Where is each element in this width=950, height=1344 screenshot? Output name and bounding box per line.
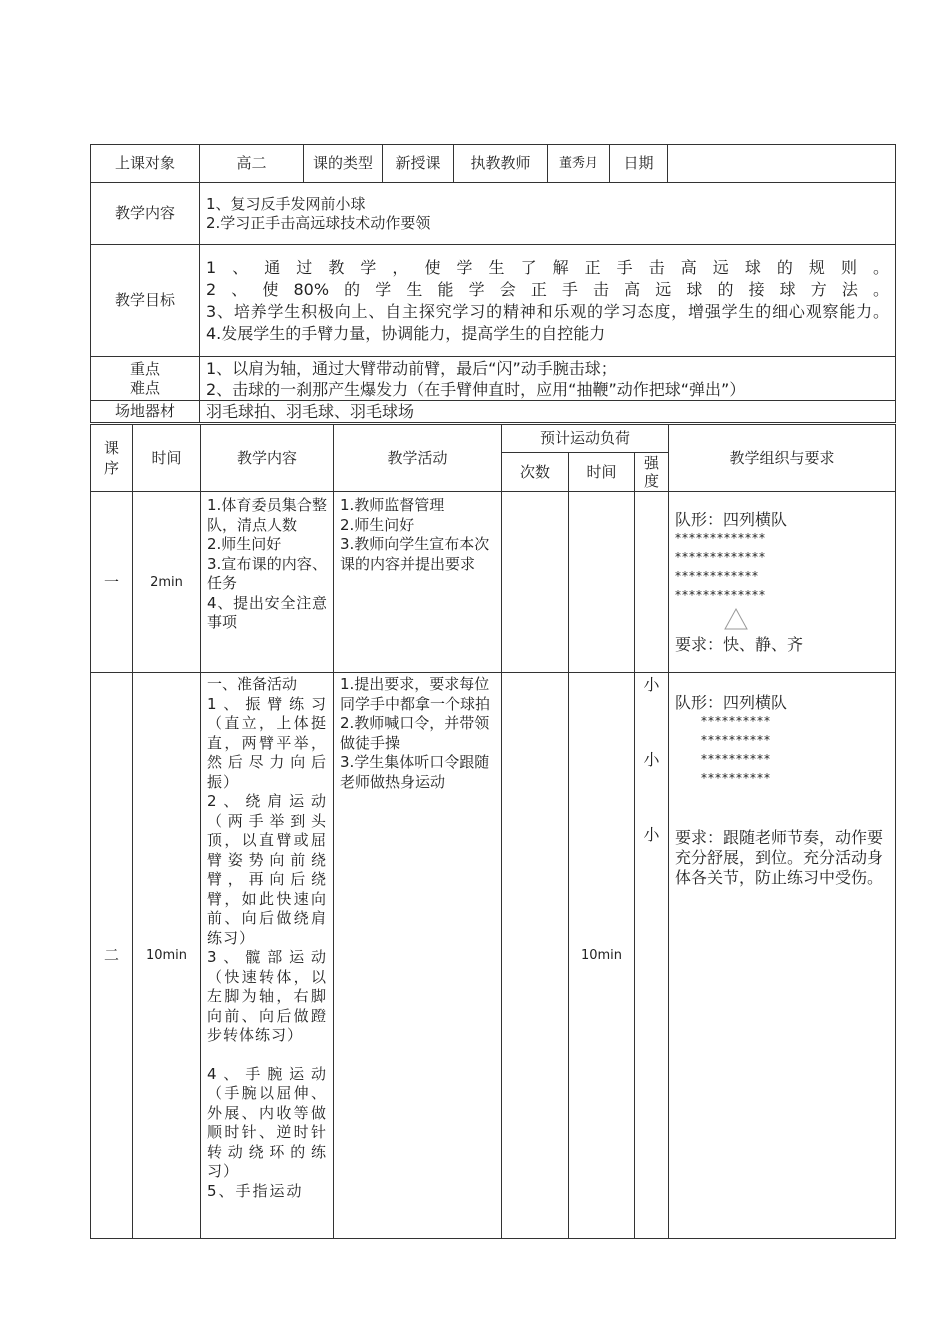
row1-activity [334,492,502,673]
goal-line: 1、通过教学，使学生了解正手击高远球的规则。 [206,257,889,277]
row2-requirement: 要求：跟随老师节奏，动作要充分舒展，到位。充分活动身体各关节，防止练习中受伤。 [675,828,884,887]
row2-star-line: ********** [701,771,772,785]
label-date: 日期 [610,145,668,183]
row2-content [201,673,334,1239]
col-activity: 教学活动 [334,425,502,492]
goals-lines [200,245,896,357]
row2-activity-item: 2.教师喊口令，并带领做徒手操 [340,714,490,752]
label-content: 教学内容 [91,183,200,245]
col-content: 教学内容 [201,425,334,492]
row1-time: 2min [133,492,201,673]
row2-content-item: 1、振臂练习（直立，上体挺直，两臂平举，然后尽力向后振） [207,694,327,791]
col-count: 次数 [502,453,569,492]
teacher-triangle-icon [723,607,749,631]
label-goals: 教学目标 [91,245,200,357]
row1-intensity [635,492,669,673]
lesson-process-table [90,424,896,1239]
target-value: 高二 [200,145,304,183]
row2-formation: 队形：四列横队 [675,693,788,712]
row1-activity-item: 2.师生问好 [340,515,415,534]
row1-count [502,492,569,673]
row2-intensity-item: 小 [643,750,660,769]
row2-content-item: 3、髋部运动（快速转体，以左脚为轴，右脚向前、向后做蹬步转体练习） [207,948,327,1044]
row1-content-item: 1.体育委员集合整队，清点人数 [207,496,327,534]
row1-load-time [569,492,635,673]
teacher-value: 董秀月 [548,145,610,183]
row2-intensity-item: 小 [643,675,660,694]
content-line: 2.学习正手击高远球技术动作要领 [206,213,431,232]
row2-content-item: 4、手腕运动（手腕以屈伸、外展、内收等做顺时针、逆时针转动绕环的练习） [207,1064,327,1180]
content-line: 1、复习反手发网前小球 [206,194,366,213]
row1-content-item: 4、提出安全注意事项 [207,593,327,631]
col-organization: 教学组织与要求 [669,425,896,492]
row1-formation: 队形：四列横队 [675,510,788,529]
row1-star-line: ************* [675,588,767,602]
goal-line: 3、培养学生积极向上、自主探究学习的精神和乐观的学习态度，增强学生的细心观察能力。 [206,301,889,321]
row2-activity-item: 3.学生集体听口令跟随老师做热身运动 [340,753,490,791]
row1-star-line: ************* [675,550,767,564]
row1-activity-item: 1.教师监督管理 [340,496,445,514]
row2-star-line: ********** [701,752,772,766]
goal-line: 4.发展学生的手臂力量，协调能力，提高学生的自控能力 [206,323,606,343]
spacer [675,788,889,828]
row2-stars [675,712,889,788]
row2-intensity-item: 小 [643,825,660,844]
keypoints-lines [200,357,896,401]
row2-intensity [635,673,669,1239]
col-order-label: 课序 [103,439,119,477]
row1-star-line: ************* [675,531,767,545]
spacer [635,694,668,750]
date-value [668,145,896,183]
row2-activity [334,673,502,1239]
row2-count [502,673,569,1239]
lesson-header-table [90,144,896,423]
goal-line: 2、使80%的学生能学会正手击高远球的接球方法。 [206,279,889,299]
row1-order: 一 [91,492,133,673]
row2-content-item: 一、准备活动 [207,675,298,693]
row2-organization [669,673,896,1239]
row2-activity-item: 1.提出要求，要求每位同学手中都拿一个球拍 [340,675,491,713]
label-target: 上课对象 [91,145,200,183]
col-order [91,425,133,492]
row1-requirement: 要求：快、静、齐 [675,635,804,654]
row2-content-item: 2、绕肩运动（两手举到头顶，以直臂或屈臂姿势向前绕臂，再向后绕臂，如此快速向前、向后做绕肩练习） [207,792,327,947]
col-load: 预计运动负荷 [502,425,669,453]
col-intensity-label: 强度 [644,454,660,490]
row2-load-time: 10min [569,673,635,1239]
spacer [635,769,668,825]
spacer [207,1046,327,1065]
row2-time: 10min [133,673,201,1239]
row1-content-item: 2.师生问好 [207,535,282,553]
col-load-time: 时间 [569,453,635,492]
label-equipment: 场地器材 [91,401,200,423]
keypoint-line: 1、以肩为轴，通过大臂带动前臂，最后“闪”动手腕击球； [206,358,617,378]
label-lesson-type: 课的类型 [304,145,383,183]
label-difficult: 难点 [129,378,160,397]
col-time: 时间 [133,425,201,492]
content-lines [200,183,896,245]
row1-star-line: ************ [675,569,760,583]
label-keypoints [91,357,200,401]
lesson-type-value: 新授课 [383,145,454,183]
row2-content-item: 5、手指运动 [207,1181,304,1200]
keypoint-line: 2、击球的一刹那产生爆发力（在手臂伸直时，应用“抽鞭”动作把球“弹出”） [206,379,746,399]
row1-organization [669,492,896,673]
row2-order: 二 [91,673,133,1239]
equipment-value: 羽毛球拍、羽毛球、羽毛球场 [200,401,896,423]
row2-star-line: ********** [701,714,772,728]
label-teacher: 执教教师 [454,145,548,183]
row1-activity-item: 3.教师向学生宣布本次课的内容并提出要求 [340,535,490,573]
label-key: 重点 [129,359,160,378]
col-intensity [635,453,669,492]
row1-content [201,492,334,673]
row1-stars [675,529,889,605]
row1-content-item: 3.宣布课的内容、任务 [207,554,327,592]
row2-star-line: ********** [701,733,772,747]
